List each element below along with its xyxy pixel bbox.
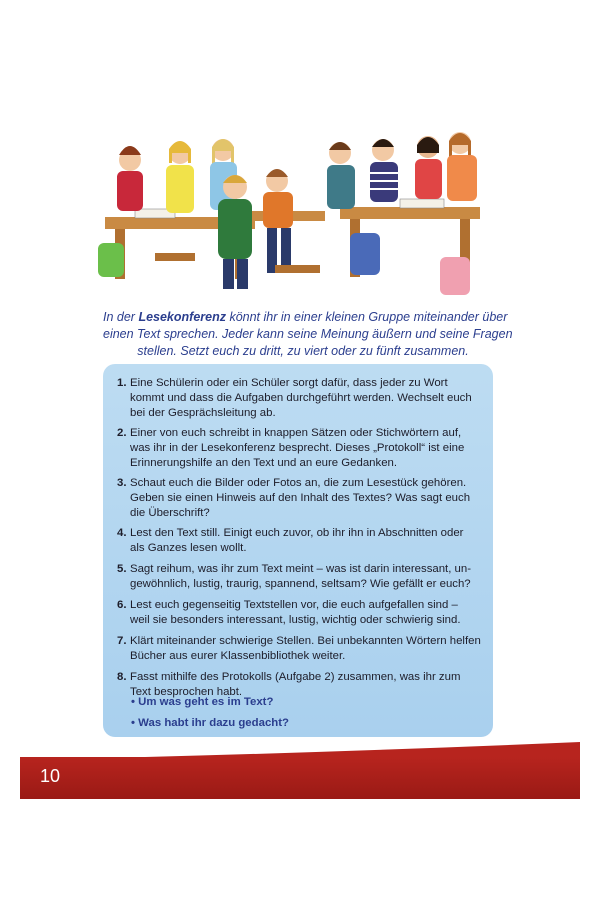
classroom-illustration	[95, 125, 505, 305]
item-line: Lest euch gegenseitig Textstellen vor, die euch aufgefallen sind –	[130, 599, 458, 611]
item-number: 8.	[117, 671, 127, 683]
child-2	[166, 141, 194, 213]
item-line: bei der Gesprächsleitung ab.	[130, 407, 276, 419]
item-line: die Überschrift?	[130, 507, 210, 519]
page-number: 10	[40, 766, 61, 786]
item-line: kommt und dass die Aufgaben durchgeführt werden. Wechselt euch	[130, 392, 472, 404]
child-7	[370, 139, 398, 202]
item-line: Klärt miteinander schwierige Stellen. Bei unbekannten Wörtern helfen	[130, 635, 481, 647]
item-line: Geben sie einen Hinweis auf den Inhalt des Textes? Was sagt euch	[130, 492, 471, 504]
item-number: 4.	[117, 527, 127, 539]
item-line: Fasst mithilfe des Protokolls (Aufgabe 2) zusammen, was ihr zum	[130, 671, 461, 683]
item-line: weil sie besonders interessant, lustig, wichtig oder schwierig sind.	[130, 614, 461, 626]
instructions-box	[103, 364, 493, 737]
item-line: Schaut euch die Bilder oder Fotos an, die zum Lesestück gehören.	[130, 477, 467, 489]
green-backpack	[98, 243, 124, 277]
pink-backpack	[440, 257, 470, 295]
item-line: Eine Schülerin oder ein Schüler sorgt dafür, dass jeder zu Wort	[130, 377, 448, 389]
item-line: was ihr in der Lesekonferenz besprecht. Dieses „Protokoll“ ist eine	[130, 442, 465, 454]
page-footer-band	[20, 757, 580, 799]
item-number: 2.	[117, 427, 127, 439]
item-number: 5.	[117, 563, 127, 575]
intro-line-1-start: In der	[103, 310, 139, 324]
item-line: Lest den Text still. Einigt euch zuvor, ob ihr ihn in Abschnitten oder	[130, 527, 464, 539]
item-line: gewöhnlich, lustig, traurig, spannend, seltsam? Wie gefällt er euch?	[130, 578, 471, 590]
blue-backpack	[350, 233, 380, 275]
item-line: Bücher aus eurer Klassenbibliothek weiter.	[130, 650, 346, 662]
item-line: Einer von euch schreibt in knappen Sätzen oder Stichwörtern auf,	[130, 427, 462, 439]
item-number: 7.	[117, 635, 127, 647]
intro-line-2: einen Text sprechen. Jeder kann seine Meinung äußern und seine Fragen	[103, 327, 513, 341]
item-number: 1.	[117, 377, 127, 389]
item-line: Text besprochen habt.	[130, 686, 243, 698]
item-line: als Ganzes lesen wollt.	[130, 542, 247, 554]
intro-text	[103, 309, 513, 360]
intro-line-1-end: könnt ihr in einer kleinen Gruppe miteinander über	[225, 310, 508, 324]
question-bullet: • Was habt ihr dazu gedacht?	[131, 717, 289, 729]
item-line: Sagt reihum, was ihr zum Text meint – was ist darin interessant, un-	[130, 563, 472, 575]
item-line: Erinnerungshilfe an den Text und an eure Gedanken.	[130, 457, 398, 469]
item-number: 6.	[117, 599, 127, 611]
child-8	[415, 136, 442, 199]
item-number: 3.	[117, 477, 127, 489]
question-bullet: • Um was geht es im Text?	[131, 696, 274, 708]
child-6	[327, 142, 355, 209]
intro-line-3: stellen. Setzt euch zu dritt, zu viert oder zu fünft zusammen.	[137, 344, 469, 358]
child-1	[117, 146, 143, 211]
intro-keyword: Lesekonferenz	[138, 310, 226, 324]
